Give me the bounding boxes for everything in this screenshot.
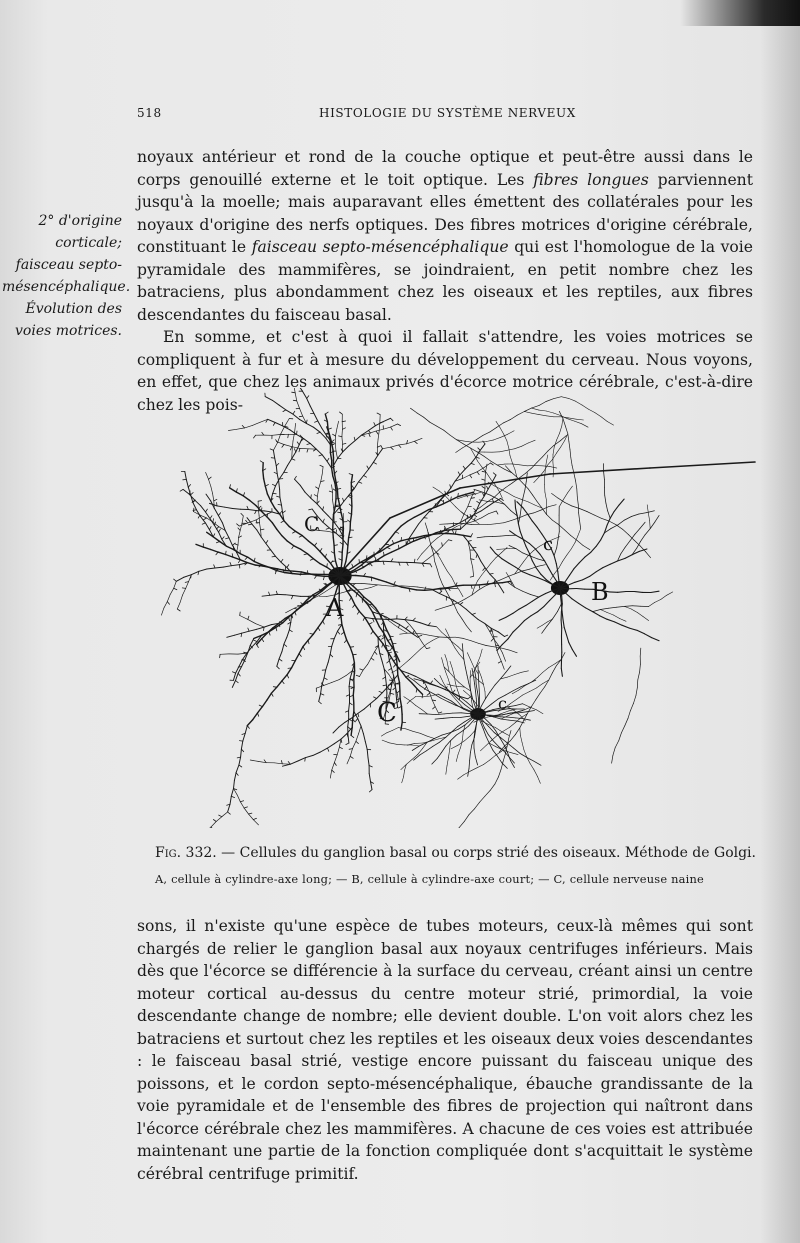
text-run: noyaux antérieur et rond de la couche optique et peut-être aussi dans le corps genouillé externe et le toit optique. Les bbox=[137, 148, 753, 189]
text-run: qui est l'homologue de la voie pyramidale des mammifères, se joindraient, en petit nombre chez les batraciens, plus abondamment chez les oiseaux et les reptiles, aux fibres descendantes du faisceau basal. bbox=[137, 238, 754, 324]
scan-corner-shadow bbox=[680, 0, 800, 26]
figure-legend: A, cellule à cylindre-axe long; — B, cellule à cylindre-axe court; — C, cellule nerveuse naine bbox=[155, 872, 704, 886]
italic-term-fibres-longues: fibres longues bbox=[533, 170, 649, 189]
label-c-lower: c bbox=[498, 694, 507, 713]
figure-caption bbox=[155, 845, 755, 861]
label-B: B bbox=[591, 578, 609, 606]
italic-term-faisceau: faisceau septo-mésencéphalique bbox=[251, 238, 509, 256]
text-run: sons, il n'existe qu'une espèce de tubes moteurs, ceux-là mêmes qui sont chargés de relier le ganglion basal aux noyaux centrifuges inférieurs. Mais dès que l'écorce se différencie à la surface du cerveau, créant ainsi un centre moteur cortical au-dessus du centre moteur strié, primordial, la voie descendante change de nombre; elle devient double. L'on voit alors chez les batraciens et surtout chez les reptiles et les oiseaux deux voies descendantes : le faisceau basal strié, vestige encore puissant du faisceau unique des poissons, et le cordon septo-mésencéphalique, ébauche grandissante de la voie pyramidale et de l'ensemble des fibres de projection qui naîtront dans l'écorce cérébrale chez les mammifères. A chacune de ces voies est attribuée maintenant une partie de la fonction compliquée dont s'acquittait le système cérébral centrifuge primitif. bbox=[137, 917, 753, 1183]
page-edge-shadow bbox=[760, 0, 800, 1243]
margin-note-evolution: Évolution des voies motrices. bbox=[15, 301, 122, 339]
paragraph bbox=[137, 146, 753, 326]
text-run: En somme, et c'est à quoi il fallait s'attendre, les voies motrices se compliquent à fur et à mesure du développement du cerveau. Nous voyons, en effet, que chez les animaux privés d'écorce motrice cérébrale, c'est-à-dire chez les pois- bbox=[137, 328, 753, 414]
running-head: HISTOLOGIE DU SYSTÈME NERVEUX bbox=[319, 106, 576, 120]
label-A: A bbox=[326, 594, 344, 622]
label-c-upper-right: c bbox=[543, 534, 554, 555]
label-c-upper-left: C bbox=[304, 512, 320, 536]
margin-note-origin: 2° d'origine corticale; faisceau septo-mésencéphalique. bbox=[2, 213, 131, 295]
paragraph bbox=[137, 915, 753, 1185]
label-C-large: C bbox=[377, 698, 397, 728]
body-text-bottom bbox=[137, 915, 753, 1185]
page-number: 518 bbox=[137, 106, 162, 120]
body-text-top bbox=[137, 146, 753, 416]
caption-title: — Cellules du ganglion basal ou corps strié des oiseaux. Méthode de Golgi. bbox=[216, 845, 756, 861]
page-header bbox=[137, 106, 753, 128]
figure-ref: Fig. 332. bbox=[155, 845, 217, 861]
text-run: parviennent jusqu'à la moelle; mais auparavant elles émettent des collatérales pour les noyaux d'origine des nerfs optiques. Des fibres motrices d'origine cérébrale, constituant le bbox=[137, 170, 753, 256]
neuron-illustration bbox=[130, 388, 760, 828]
figure-332 bbox=[130, 388, 760, 828]
